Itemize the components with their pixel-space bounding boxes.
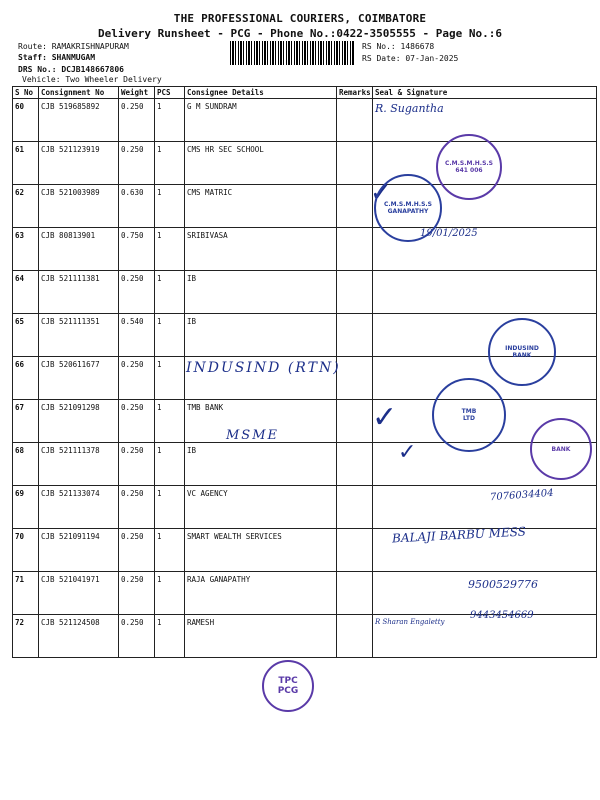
school-seal-stamp: C.M.S.M.H.S.S GANAPATHY bbox=[374, 174, 442, 242]
remarks-cell bbox=[337, 271, 373, 314]
consignment-cell: CJB 521123919 bbox=[39, 142, 119, 185]
consignment-cell: CJB 521124508 bbox=[39, 615, 119, 658]
page-title: THE PROFESSIONAL COURIERS, COIMBATORE bbox=[173, 12, 427, 25]
remarks-cell bbox=[337, 357, 373, 400]
consignee-cell: CMS HR SEC SCHOOL bbox=[185, 142, 337, 185]
remarks-cell bbox=[337, 185, 373, 228]
signature-cell: R Sharan Engaletty bbox=[373, 615, 597, 658]
weight-cell: 0.250 bbox=[119, 572, 155, 615]
consignment-cell: CJB 521111378 bbox=[39, 443, 119, 486]
sno-cell: 61 bbox=[13, 142, 39, 185]
signature-cell bbox=[373, 271, 597, 314]
pcs-cell: 1 bbox=[155, 400, 185, 443]
consignee-cell: IB bbox=[185, 314, 337, 357]
rs-number: RS No.: 1486678 bbox=[362, 42, 435, 51]
consignment-cell: CJB 521091298 bbox=[39, 400, 119, 443]
route-label: Route: RAMAKRISHNAPURAM bbox=[18, 42, 129, 51]
checkmark-icon: ✓ bbox=[372, 400, 398, 435]
bank-seal-stamp: INDUSIND BANK bbox=[488, 318, 556, 386]
consignment-cell: CJB 521111381 bbox=[39, 271, 119, 314]
sno-cell: 69 bbox=[13, 486, 39, 529]
weight-cell: 0.250 bbox=[119, 142, 155, 185]
table-header-row bbox=[13, 87, 597, 99]
sno-cell: 67 bbox=[13, 400, 39, 443]
consignee-cell: TMB BANK bbox=[185, 400, 337, 443]
remarks-cell bbox=[337, 400, 373, 443]
pcs-cell: 1 bbox=[155, 99, 185, 142]
sno-cell: 66 bbox=[13, 357, 39, 400]
consignment-cell: CJB 521111351 bbox=[39, 314, 119, 357]
sno-cell: 62 bbox=[13, 185, 39, 228]
table-row bbox=[13, 443, 597, 486]
sno-cell: 65 bbox=[13, 314, 39, 357]
sno-cell: 68 bbox=[13, 443, 39, 486]
sno-cell: 63 bbox=[13, 228, 39, 271]
pcs-cell: 1 bbox=[155, 615, 185, 658]
consignment-cell: CJB 519685892 bbox=[39, 99, 119, 142]
consignee-cell: SMART WEALTH SERVICES bbox=[185, 529, 337, 572]
weight-cell: 0.250 bbox=[119, 99, 155, 142]
pcs-cell: 1 bbox=[155, 443, 185, 486]
sno-cell: 72 bbox=[13, 615, 39, 658]
signature-cell bbox=[373, 486, 597, 529]
handwritten-phone: 7076034404 bbox=[489, 487, 554, 504]
remarks-cell bbox=[337, 228, 373, 271]
weight-cell: 0.250 bbox=[119, 529, 155, 572]
remarks-cell bbox=[337, 529, 373, 572]
handwritten-indusind: INDUSIND (RTN) bbox=[186, 360, 341, 376]
company-seal-stamp: TPC PCG bbox=[262, 660, 314, 712]
column-header: Remarks bbox=[337, 87, 373, 99]
pcs-cell: 1 bbox=[155, 142, 185, 185]
vehicle-label: Vehicle: Two Wheeler Delivery bbox=[22, 75, 162, 84]
staff-label: Staff: SHANMUGAM bbox=[18, 53, 96, 62]
pcs-cell: 1 bbox=[155, 314, 185, 357]
weight-cell: 0.250 bbox=[119, 615, 155, 658]
consignee-cell: IB bbox=[185, 443, 337, 486]
sno-cell: 70 bbox=[13, 529, 39, 572]
table-row bbox=[13, 99, 597, 142]
sno-cell: 71 bbox=[13, 572, 39, 615]
table-row bbox=[13, 400, 597, 443]
bank-seal-stamp: BANK bbox=[530, 418, 592, 480]
handwritten-date: 19/01/2025 bbox=[420, 228, 478, 239]
pcs-cell: 1 bbox=[155, 486, 185, 529]
remarks-cell bbox=[337, 572, 373, 615]
column-header: S No bbox=[13, 87, 39, 99]
checkmark-icon: ✓ bbox=[370, 178, 392, 208]
consignee-cell: SRIBIVASA bbox=[185, 228, 337, 271]
consignee-cell: IB bbox=[185, 271, 337, 314]
remarks-cell bbox=[337, 443, 373, 486]
table-row bbox=[13, 142, 597, 185]
consignment-cell: CJB 520611677 bbox=[39, 357, 119, 400]
weight-cell: 0.540 bbox=[119, 314, 155, 357]
column-header: Consignee Details bbox=[185, 87, 337, 99]
bank-seal-stamp: TMB LTD bbox=[432, 378, 506, 452]
table-row bbox=[13, 271, 597, 314]
consignment-cell: CJB 521003989 bbox=[39, 185, 119, 228]
pcs-cell: 1 bbox=[155, 228, 185, 271]
runsheet-subtitle: Delivery Runsheet - PCG - Phone No.:0422-3505555 - Page No.:6 bbox=[98, 27, 502, 40]
remarks-cell bbox=[337, 99, 373, 142]
column-header: Weight bbox=[119, 87, 155, 99]
remarks-cell bbox=[337, 142, 373, 185]
handwritten-phone: 9500529776 bbox=[468, 578, 538, 591]
weight-cell: 0.750 bbox=[119, 228, 155, 271]
remarks-cell bbox=[337, 486, 373, 529]
pcs-cell: 1 bbox=[155, 185, 185, 228]
consignee-cell: RAJA GANAPATHY bbox=[185, 572, 337, 615]
weight-cell: 0.630 bbox=[119, 185, 155, 228]
weight-cell: 0.250 bbox=[119, 357, 155, 400]
column-header: Consignment No bbox=[39, 87, 119, 99]
column-header: PCS bbox=[155, 87, 185, 99]
handwritten-msme: MSME bbox=[226, 428, 280, 443]
barcode bbox=[230, 41, 354, 65]
pcs-cell: 1 bbox=[155, 529, 185, 572]
consignee-cell: VC AGENCY bbox=[185, 486, 337, 529]
sno-cell: 64 bbox=[13, 271, 39, 314]
drs-number: DRS No.: DCJB148667806 bbox=[18, 65, 124, 74]
pcs-cell: 1 bbox=[155, 357, 185, 400]
weight-cell: 0.250 bbox=[119, 486, 155, 529]
consignee-cell: G M SUNDRAM bbox=[185, 99, 337, 142]
consignment-cell: CJB 521133074 bbox=[39, 486, 119, 529]
consignment-cell: CJB 521091194 bbox=[39, 529, 119, 572]
pcs-cell: 1 bbox=[155, 271, 185, 314]
rs-date: RS Date: 07-Jan-2025 bbox=[362, 54, 459, 63]
column-header: Seal & Signature bbox=[373, 87, 597, 99]
consignee-cell: CMS MATRIC bbox=[185, 185, 337, 228]
consignment-cell: CJB 521041971 bbox=[39, 572, 119, 615]
checkmark-icon: ✓ bbox=[398, 440, 417, 465]
weight-cell: 0.250 bbox=[119, 400, 155, 443]
table-row bbox=[13, 228, 597, 271]
consignee-cell: RAMESH bbox=[185, 615, 337, 658]
consignment-cell: CJB 80813901 bbox=[39, 228, 119, 271]
sno-cell: 60 bbox=[13, 99, 39, 142]
pcs-cell: 1 bbox=[155, 572, 185, 615]
signature-cell: R. Sugantha bbox=[373, 99, 597, 142]
school-seal-stamp: C.M.S.M.H.S.S 641 006 bbox=[436, 134, 502, 200]
remarks-cell bbox=[337, 615, 373, 658]
signature-cell bbox=[373, 314, 597, 357]
remarks-cell bbox=[337, 314, 373, 357]
handwritten-note: BALAJI BARBU MESS bbox=[391, 524, 527, 546]
table-row bbox=[13, 185, 597, 228]
handwritten-phone: 9443454669 bbox=[470, 610, 534, 621]
weight-cell: 0.250 bbox=[119, 271, 155, 314]
weight-cell: 0.250 bbox=[119, 443, 155, 486]
